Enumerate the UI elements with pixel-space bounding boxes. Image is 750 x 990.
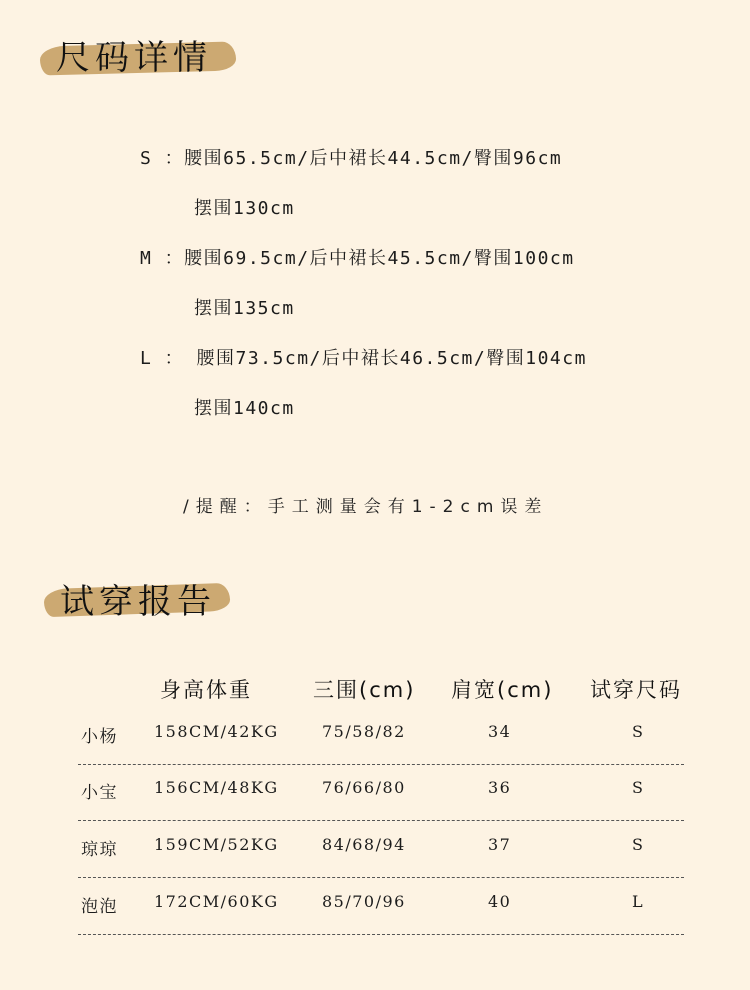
shoulder-width: 36 — [488, 778, 512, 797]
size-l-line: L ： 腰围73.5cm/后中裙长46.5cm/臀围104cm — [140, 348, 587, 369]
measurements: 76/66/80 — [322, 778, 406, 797]
height-weight: 172CM/60KG — [154, 892, 279, 911]
shoulder-width: 34 — [488, 722, 512, 741]
column-header-measurements: 三围(cm) — [313, 678, 416, 702]
model-name: 琼琼 — [81, 840, 118, 860]
fit-size: L — [632, 892, 645, 911]
measurement-note: /提醒：手工测量会有1-2cm误差 — [183, 497, 549, 517]
size-m-hem-line: 摆围135cm — [194, 298, 295, 319]
fit-section-title: 试穿报告 — [60, 582, 216, 622]
table-row — [78, 821, 684, 878]
height-weight: 158CM/42KG — [154, 722, 279, 741]
size-s-hem-line: 摆围130cm — [194, 198, 295, 219]
shoulder-width: 40 — [488, 892, 512, 911]
model-name: 泡泡 — [81, 897, 118, 917]
measurements: 85/70/96 — [322, 892, 406, 911]
fit-size: S — [632, 722, 645, 741]
height-weight: 156CM/48KG — [154, 778, 279, 797]
measurements: 84/68/94 — [322, 835, 406, 854]
shoulder-width: 37 — [488, 835, 512, 854]
fit-size: S — [632, 778, 645, 797]
table-row — [78, 878, 684, 935]
measurements: 75/58/82 — [322, 722, 406, 741]
height-weight: 159CM/52KG — [154, 835, 279, 854]
model-name: 小杨 — [81, 727, 118, 747]
column-header-height-weight: 身高体重 — [160, 678, 252, 702]
column-header-size: 试穿尺码 — [590, 678, 682, 702]
column-header-shoulder: 肩宽(cm) — [451, 678, 554, 702]
table-row — [78, 708, 684, 765]
size-l-hem-line: 摆围140cm — [194, 398, 295, 419]
size-section-title: 尺码详情 — [56, 38, 212, 78]
model-name: 小宝 — [81, 783, 118, 803]
fit-size: S — [632, 835, 645, 854]
table-row — [78, 764, 684, 821]
size-s-line: S ：腰围65.5cm/后中裙长44.5cm/臀围96cm — [140, 148, 563, 169]
size-m-line: M ：腰围69.5cm/后中裙长45.5cm/臀围100cm — [140, 248, 575, 269]
